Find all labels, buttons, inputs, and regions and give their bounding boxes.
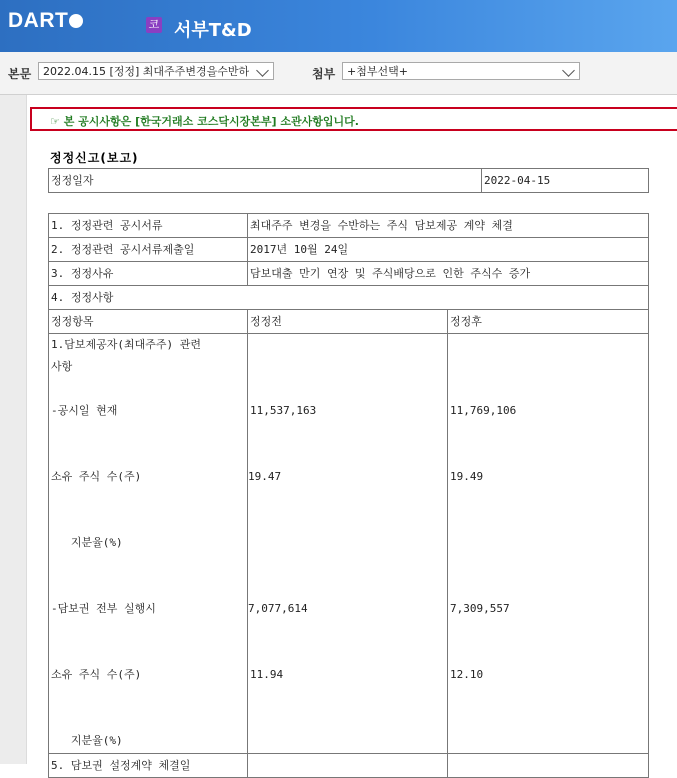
table-header-row bbox=[49, 310, 649, 334]
document-toolbar bbox=[0, 52, 677, 95]
main-text-label: 본문 bbox=[8, 67, 32, 81]
row-label: 3. 정정사유 bbox=[49, 262, 248, 286]
before-values-cell bbox=[248, 334, 448, 754]
company-name[interactable]: 서부T&D bbox=[174, 20, 252, 41]
notice-text: ☞ 본 공시사항은 [한국거래소 코스닥시장본부] 소관사항입니다. bbox=[50, 115, 359, 128]
table-row bbox=[49, 286, 649, 310]
item-heading: 1.담보제공자(최대주주) 관련 사항 bbox=[51, 338, 201, 373]
value-after: 12.10 bbox=[450, 668, 484, 681]
row-label: 4. 정정사항 bbox=[49, 286, 649, 310]
value-before: 19.47 bbox=[248, 470, 282, 483]
empty-cell bbox=[448, 754, 649, 778]
row-value: 2017년 10월 24일 bbox=[248, 238, 649, 262]
attachment-select-value: +첨부선택+ bbox=[347, 65, 408, 78]
correction-date-table bbox=[48, 168, 649, 193]
table-row bbox=[49, 214, 649, 238]
market-badge: 코 bbox=[146, 17, 162, 33]
item-description-cell bbox=[49, 334, 248, 754]
main-document-select[interactable] bbox=[38, 62, 274, 80]
value-before: 11,537,163 bbox=[250, 404, 317, 417]
value-after: 11,769,106 bbox=[450, 404, 517, 417]
item-line: 소유 주식 수(주) bbox=[51, 470, 142, 483]
document-title: 정정신고(보고) bbox=[50, 151, 139, 165]
item-line: 소유 주식 수(주) bbox=[51, 668, 142, 681]
row-label: 2. 정정관련 공시서류제출일 bbox=[49, 238, 248, 262]
table-row bbox=[49, 754, 649, 778]
correction-detail-table bbox=[48, 213, 649, 778]
item-line: 지분율(%) bbox=[51, 536, 123, 549]
value-after: 19.49 bbox=[450, 470, 484, 483]
empty-cell bbox=[248, 754, 448, 778]
table-row bbox=[49, 334, 649, 754]
item-line: 지분율(%) bbox=[51, 734, 123, 747]
row-label: 1. 정정관련 공시서류 bbox=[49, 214, 248, 238]
jurisdiction-notice bbox=[30, 107, 677, 131]
logo-dot-icon bbox=[69, 14, 83, 28]
row-label: 5. 담보권 설정계약 체결일 bbox=[49, 754, 248, 778]
left-rail bbox=[0, 95, 27, 764]
value-after: 7,309,557 bbox=[450, 602, 510, 615]
row-value: 담보대출 만기 연장 및 주식배당으로 인한 주식수 증가 bbox=[248, 262, 649, 286]
value-before: 11.94 bbox=[250, 668, 284, 681]
main-document-select-value: 2022.04.15 [정정] 최대주주변경을수반하 bbox=[43, 65, 250, 78]
app-header bbox=[0, 0, 677, 52]
correction-date-label: 정정일자 bbox=[49, 169, 482, 193]
item-line: -담보권 전부 실행시 bbox=[51, 602, 156, 615]
chevron-down-icon bbox=[562, 64, 575, 77]
after-values-cell bbox=[448, 334, 649, 754]
column-header-after: 정정후 bbox=[448, 310, 649, 334]
chevron-down-icon bbox=[256, 64, 269, 77]
row-value: 최대주주 변경을 수반하는 주식 담보제공 계약 체결 bbox=[248, 214, 649, 238]
column-header-item: 정정항목 bbox=[49, 310, 248, 334]
table-row bbox=[49, 262, 649, 286]
table-row bbox=[49, 169, 649, 193]
column-header-before: 정정전 bbox=[248, 310, 448, 334]
attachment-label: 첨부 bbox=[312, 67, 336, 81]
item-line: -공시일 현재 bbox=[51, 404, 118, 417]
dart-logo[interactable] bbox=[8, 9, 83, 33]
correction-date-value: 2022-04-15 bbox=[482, 169, 649, 193]
attachment-select[interactable] bbox=[342, 62, 580, 80]
logo-text: DART bbox=[8, 9, 69, 32]
table-row bbox=[49, 238, 649, 262]
value-before: 7,077,614 bbox=[248, 602, 308, 615]
